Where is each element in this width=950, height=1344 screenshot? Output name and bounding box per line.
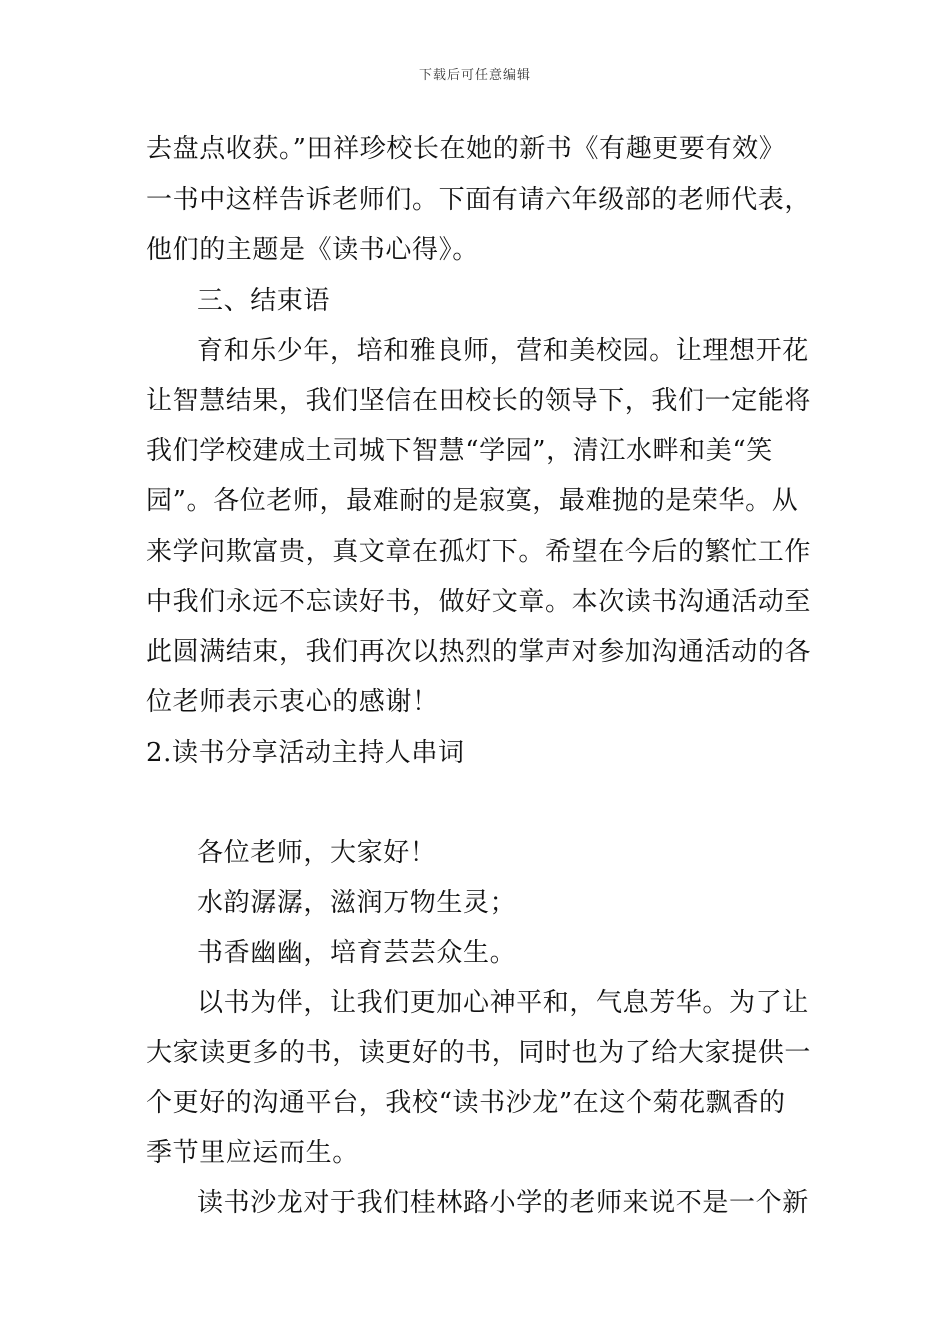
greeting-line: 各位老师，大家好！ <box>197 838 437 868</box>
text-line: 我们学校建成土司城下智慧“学园”，清江水畔和美“笑 <box>146 436 773 466</box>
text-line: 园”。各位老师，最难耐的是寂寞，最难抛的是荣华。从 <box>146 486 799 516</box>
section-title: 2.读书分享活动主持人串词 <box>146 738 465 768</box>
text-line: 读书沙龙对于我们桂林路小学的老师来说不是一个新 <box>197 1188 809 1218</box>
text-line: 水韵潺潺，滋润万物生灵； <box>197 888 517 918</box>
text-line: 个更好的沟通平台，我校“读书沙龙”在这个菊花飘香的 <box>146 1088 786 1118</box>
text-line: 季节里应运而生。 <box>146 1138 359 1168</box>
text-line: 让智慧结果，我们坚信在田校长的领导下，我们一定能将 <box>146 386 812 416</box>
section-heading: 三、结束语 <box>197 286 331 316</box>
page-header-note: 下载后可任意编辑 <box>418 68 531 83</box>
text-line: 中我们永远不忘读好书，做好文章。本次读书沟通活动至 <box>146 587 812 617</box>
text-line: 大家读更多的书，读更好的书，同时也为了给大家提供一 <box>146 1038 812 1068</box>
text-line: 来学问欺富贵，真文章在孤灯下。希望在今后的繁忙工作 <box>146 537 812 567</box>
text-line: 育和乐少年，培和雅良师，营和美校园。让理想开花 <box>197 336 809 366</box>
text-line: 去盘点收获。”田祥珍校长在她的新书《有趣更要有效》 <box>146 134 786 164</box>
text-line: 以书为伴，让我们更加心神平和，气息芳华。为了让 <box>197 988 809 1018</box>
text-line: 位老师表示衷心的感谢！ <box>146 687 439 717</box>
text-line: 此圆满结束，我们再次以热烈的掌声对参加沟通活动的各 <box>146 637 812 667</box>
text-line: 一书中这样告诉老师们。下面有请六年级部的老师代表， <box>146 185 812 215</box>
text-line: 书香幽幽，培育芸芸众生。 <box>197 938 517 968</box>
text-line: 他们的主题是《读书心得》。 <box>146 235 479 265</box>
